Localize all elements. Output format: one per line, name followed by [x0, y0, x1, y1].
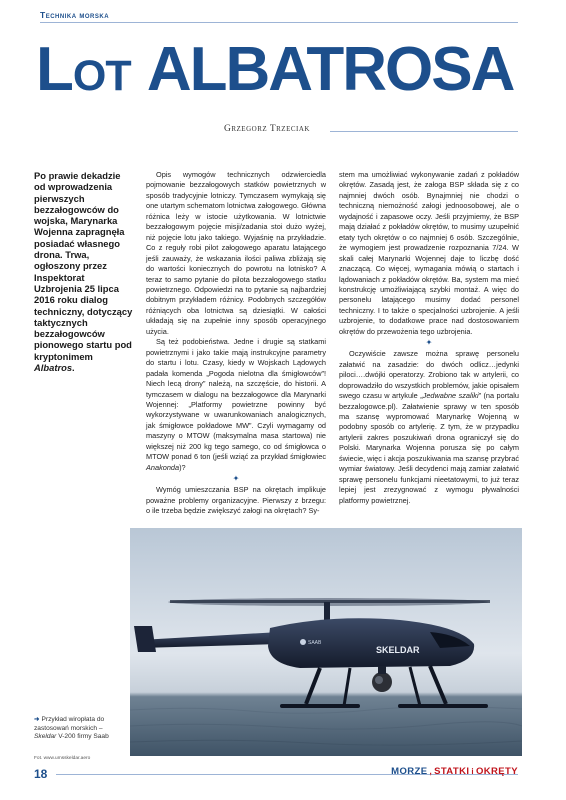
paragraph: Opis wymogów technicznych odzwierciedla pojmowanie bezzałogowych statków powietrznych w sposób tradycyjnie lotniczy. Tymczasem wymykają się one utartym schematom lotnictwa załogowego. Główna różnica leży w istocie użytkowania. W lotnictwie bezzałogowym pojęcie misji/zadania stoi dużo wyżej, niż pojęcie lotu jako takiego. Wyjaśnię na przykładzie. Co z reguły robi pilot załogowego aparatu latającego jeśli zauważy, że wskazania ilości paliwa zbliżają się do wartości koniecznych do powrotu na lotnisko? A teraz to samo pytanie do pilota bezzałogowego statku powietrznego. Odpowiedzi na to pytanie są najbardziej dobitnym przykładem różnicy. Podobnych szczegółów różniących oba lotnictwa są dziesiątki. W całości układają się na zupełnie inny sposób operacyjnego użycia. — [146, 170, 326, 336]
paragraph-text: ” (na portalu bezzalogowce.pl). Załatwienie sprawy w ten sposób ma szansę wypromować Marynarkę Wojenną w podobny sposób co artylerię. Z tym, że w przypadku artylerii zakres poszukiwań drona ograniczył się do Polski. Marynarka Wojenna porusza się po całym świecie, więc i akcja poszukiwania ma szansę przybrać wymiar światowy. Jeśli decydenci mają zamiar załatwić sprawę personelu funkcjami nieetatowymi, to już teraz lepiej jest zrezygnować z wymogu pływalności platformy powietrznej. — [339, 391, 519, 505]
paragraph-italic: Anakonda — [146, 462, 180, 472]
lead-end: . — [72, 362, 75, 374]
paragraph: stem ma umożliwiać wykonywanie zadań z pokładów okrętów. Zasadą jest, że załoga BSP składa się z co najmniej dwóch osób. Bynajmniej nie chodzi o techniczną niemożność załogi jednoosobowej, ale o wydajność i zapasowe oczy. Jeśli przyjmiemy, że BSP mają działać z pokładów okrętów, to musimy uzupełnić etaty tych okrętów o co najmniej 6 osób. Szczególnie, że wymogiem jest prowadzenie rozpoznania 7/24. W skali całej Marynarki Wojennej daje to liczbę dość znaczącą. Co więcej, wymagania mówią o startach i lądowaniach z pokładów okrętów. Ba, system ma mieć konstrukcję umożliwiającą szybki montaż. A więc do personelu latającego musimy dodać personel techniczny. I to także o specjalności uzbrojenie. A jeśli uzbrojenie, to dodatkowe prace nad dostosowaniem okrętów do przewożenia tego uzbrojenia. — [339, 170, 519, 336]
magazine-word-statki: STATKI — [434, 766, 470, 777]
body-column-2 — [339, 170, 519, 506]
section-separator-icon: ✦ — [232, 474, 240, 484]
paragraph-text: )? — [179, 462, 186, 472]
lead-text: Po prawie dekadzie od wprowadzenia pierwszych bezzałogowców do wojska, Marynarka Wojenna zapragnęła posiadać własnego drona. Trwa, ogłoszony przez Inspektorat Uzbrojenia 25 lipca 2016 roku dialog techniczny, dotyczący taktycznych bezzałogowców pionowego startu pod kryptonimem — [34, 170, 133, 362]
body-column-1 — [146, 170, 326, 517]
magazine-conjunction: i — [471, 767, 474, 776]
caption-italic: Skeldar — [34, 733, 57, 741]
magazine-separator: , — [429, 767, 433, 776]
article-lead — [34, 170, 134, 373]
magazine-word-morze: MORZE — [391, 766, 428, 777]
photo-caption — [34, 716, 126, 742]
magazine-word-okrety: OKRĘTY — [476, 766, 518, 777]
author-byline: Grzegorz Trzeciak — [224, 124, 310, 134]
lead-codename: Albatros — [34, 362, 73, 374]
aircraft-marking: SKELDAR — [376, 645, 420, 655]
title-part-lot: Lot — [36, 35, 147, 104]
header-divider — [40, 22, 518, 23]
caption-suffix: V-200 firmy Saab — [56, 733, 109, 741]
paragraph-text: Są też podobieństwa. Jedne i drugie są statkami powietrznymi i jako takie mają instrukcyjne parametry do startu i lotu. Czasy, kiedy w Wojskach Lądowych padała komenda „Pogoda nielotna dla śmigłowców”! Niech lecą drony” należą, na szczęście, do historii. A tymczasem w dialogu na bezzałogowce dla Marynarki Wojennej: „Platformy powietrzne powinny być wykorzystywane w uwarunkowaniach analogicznych, jak śmigłowce pokładowe MW”. Czyli wymagamy od maszyny o MTOW (maksymalna masa startowa) nie większej niż 200 kg tego samego, co od śmigłowca o MTOW ponad 6 ton (jeśli wziąć za przykład śmigłowiec — [146, 337, 326, 462]
section-separator-icon: ✦ — [425, 338, 433, 348]
author-divider — [330, 131, 518, 132]
aircraft-badge: SAAB — [308, 640, 322, 646]
paragraph-text: Oczywiście zawsze można sprawę personelu załatwić na zasadzie: do dwóch odlicz…jedynki piloci….dwójki operatorzy. Zrobiono tak w artylerii, co doprowadziło do wszystkich problemów, jakie opisałem swego czasu w artykule „ — [339, 349, 519, 401]
paragraph — [146, 337, 326, 473]
caption-text: Przykład wiropłata do zastosowań morskich – — [34, 716, 105, 732]
title-part-albatrosa: ALBATROSA — [146, 35, 514, 104]
article-title — [36, 34, 526, 104]
arrow-right-icon: ➜ — [34, 716, 40, 723]
page-number: 18 — [34, 767, 48, 781]
section-label: Technika morska — [40, 10, 110, 20]
magazine-name — [391, 766, 518, 777]
photo-credit: Fot. www.umsskeldar.aero — [34, 756, 91, 761]
paragraph: Wymóg umieszczania BSP na okrętach implikuje poważne problemy organizacyjne. Pierwszy z brzegu: o ile trzeba będzie zwiększyć załogi na okrętach? Sy- — [146, 485, 326, 516]
paragraph — [339, 349, 519, 506]
helicopter-photo — [130, 528, 522, 756]
paragraph-italic: Jedwabne szaliki — [422, 391, 479, 401]
